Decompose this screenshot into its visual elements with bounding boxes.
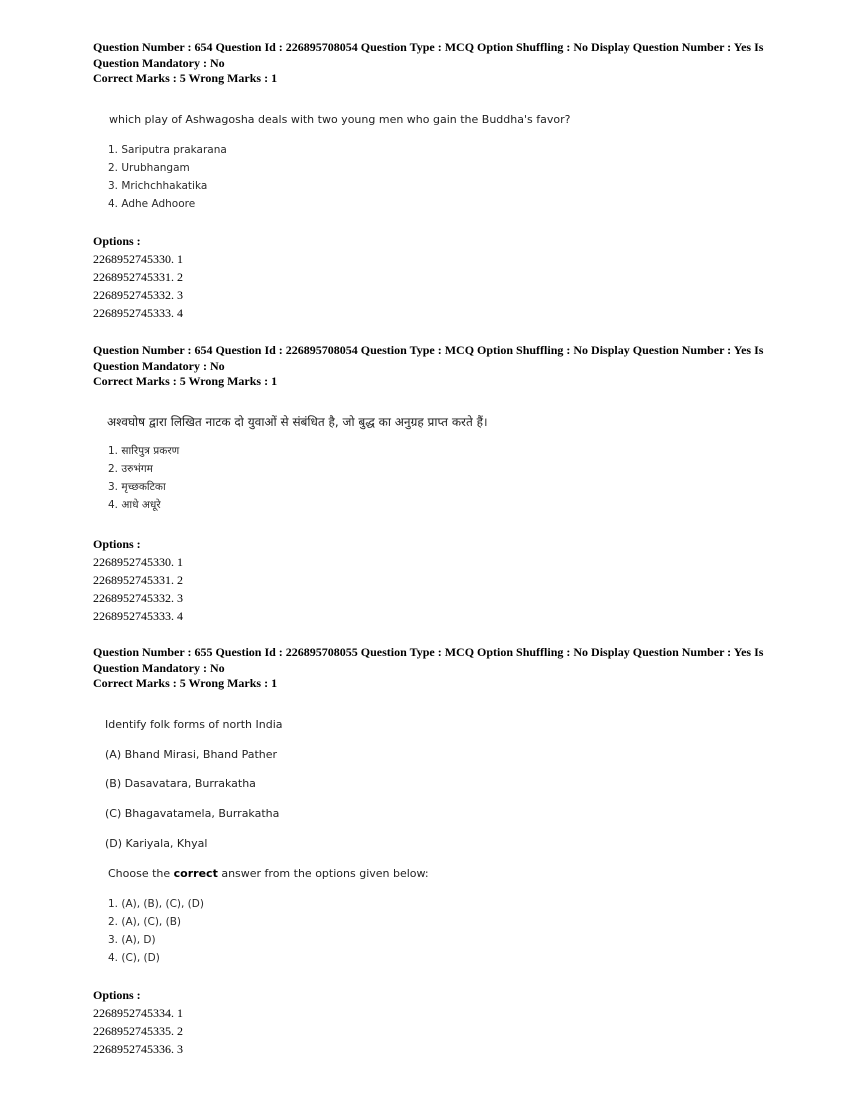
q2-meta-line1: Question Number : 654 Question Id : 226895708054 Question Type : MCQ Option Shuffling : No Display Question Number : Yes Is [93, 343, 764, 357]
q2-choice-4: 4. आधे अधूरे [108, 499, 161, 511]
q3-instruction-post: answer from the options given below: [217, 867, 429, 880]
q2-option-3: 2268952745332. 3 [93, 591, 183, 605]
q3-options [93, 986, 773, 1058]
q3-options-label: Options : [93, 988, 141, 1002]
q3-statement-c: (C) Bhagavatamela, Burrakatha [105, 807, 280, 820]
q1-question-text: which play of Ashwagosha deals with two young men who gain the Buddha's favor? [109, 113, 571, 126]
q1-choice-1: 1. Sariputra prakarana [108, 144, 227, 156]
q3-instruction-bold: correct [173, 867, 218, 880]
q3-choice-list [108, 895, 204, 967]
q1-options [93, 232, 773, 322]
q2-option-2: 2268952745331. 2 [93, 573, 183, 587]
q3-statement-a: (A) Bhand Mirasi, Bhand Pather [105, 748, 278, 761]
q3-question-text: Identify folk forms of north India [105, 718, 283, 731]
q2-meta-line2: Question Mandatory : No [93, 358, 225, 373]
q3-option-2: 2268952745335. 2 [93, 1024, 183, 1038]
q3-statement-d: (D) Kariyala, Khyal [105, 837, 208, 850]
q1-choice-4: 4. Adhe Adhoore [108, 198, 196, 210]
q2-question-text: अश्वघोष द्वारा लिखित नाटक दो युवाओं से संबंधित है, जो बुद्ध का अनुग्रह प्राप्त करते हैं। [107, 415, 488, 429]
q1-meta-line2: Question Mandatory : No [93, 55, 225, 70]
q3-meta-line1: Question Number : 655 Question Id : 226895708055 Question Type : MCQ Option Shuffling : No Display Question Number : Yes Is [93, 645, 764, 659]
q1-meta-line1: Question Number : 654 Question Id : 226895708054 Question Type : MCQ Option Shuffling : No Display Question Number : Yes Is [93, 40, 764, 54]
q2-choice-1: 1. सारिपुत्र प्रकरण [108, 445, 180, 457]
q2-options-label: Options : [93, 537, 141, 551]
q1-choice-3: 3. Mrichchhakatika [108, 180, 208, 192]
q3-meta [93, 645, 773, 692]
q3-meta-line3: Correct Marks : 5 Wrong Marks : 1 [93, 676, 278, 690]
q3-instruction-pre: Choose the [108, 867, 174, 880]
q1-option-4: 2268952745333. 4 [93, 306, 183, 320]
q2-choice-2: 2. उरुभंगम [108, 463, 153, 475]
q1-option-3: 2268952745332. 3 [93, 288, 183, 302]
q2-meta [93, 343, 773, 390]
q2-choice-3: 3. मृच्छकटिका [108, 481, 166, 493]
q3-choice-3: 3. (A), D) [108, 934, 156, 946]
q3-option-1: 2268952745334. 1 [93, 1006, 183, 1020]
q1-meta-line3: Correct Marks : 5 Wrong Marks : 1 [93, 71, 278, 85]
q2-options [93, 535, 773, 625]
q3-choice-4: 4. (C), (D) [108, 952, 160, 964]
q3-choice-2: 2. (A), (C), (B) [108, 916, 182, 928]
q2-choice-list [108, 442, 179, 514]
q2-meta-line3: Correct Marks : 5 Wrong Marks : 1 [93, 374, 278, 388]
q1-choice-2: 2. Urubhangam [108, 162, 190, 174]
q1-meta [93, 40, 773, 87]
q3-choice-1: 1. (A), (B), (C), (D) [108, 898, 204, 910]
q1-choice-list [108, 141, 227, 213]
q3-option-3: 2268952745336. 3 [93, 1042, 183, 1056]
q3-instruction [108, 867, 429, 880]
q3-statement-b: (B) Dasavatara, Burrakatha [105, 777, 256, 790]
q1-option-2: 2268952745331. 2 [93, 270, 183, 284]
q2-option-1: 2268952745330. 1 [93, 555, 183, 569]
q1-option-1: 2268952745330. 1 [93, 252, 183, 266]
q2-option-4: 2268952745333. 4 [93, 609, 183, 623]
q1-options-label: Options : [93, 234, 141, 248]
q3-meta-line2: Question Mandatory : No [93, 660, 225, 675]
